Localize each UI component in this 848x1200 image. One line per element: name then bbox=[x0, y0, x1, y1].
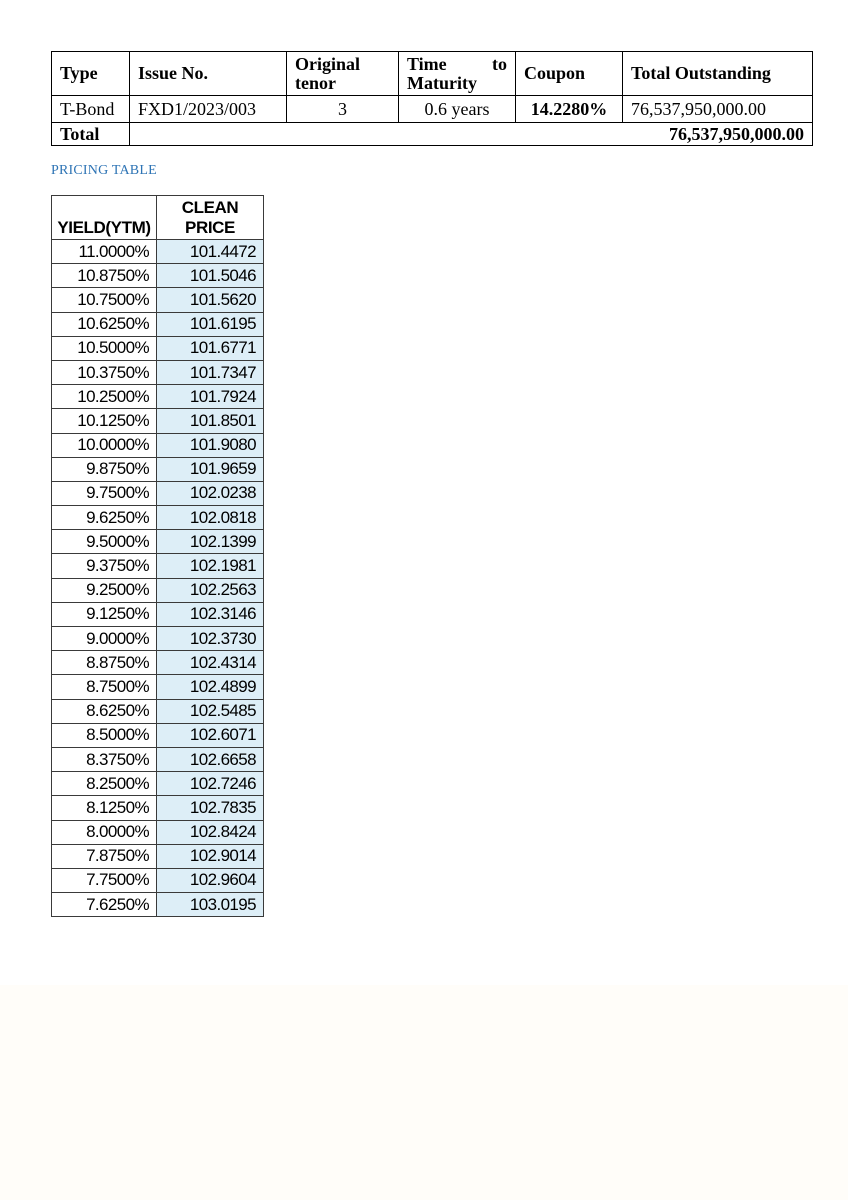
pricing-row bbox=[52, 578, 264, 602]
pricing-row bbox=[52, 602, 264, 626]
pricing-row bbox=[52, 312, 264, 336]
clean-price-cell: 101.4472 bbox=[157, 240, 264, 264]
bond-summary-table bbox=[51, 51, 813, 146]
header-type: Type bbox=[52, 52, 130, 96]
clean-price-cell: 102.5485 bbox=[157, 699, 264, 723]
yield-cell: 8.8750% bbox=[52, 651, 157, 675]
pricing-row bbox=[52, 554, 264, 578]
yield-cell: 9.8750% bbox=[52, 457, 157, 481]
pricing-row bbox=[52, 409, 264, 433]
cell-original-tenor: 3 bbox=[287, 96, 399, 123]
yield-cell: 8.7500% bbox=[52, 675, 157, 699]
cell-total-outstanding: 76,537,950,000.00 bbox=[623, 96, 813, 123]
pricing-row bbox=[52, 336, 264, 360]
clean-price-cell: 102.9604 bbox=[157, 868, 264, 892]
clean-price-cell: 101.7924 bbox=[157, 385, 264, 409]
clean-price-cell: 101.6771 bbox=[157, 336, 264, 360]
header-issue-no: Issue No. bbox=[130, 52, 287, 96]
cell-coupon: 14.2280% bbox=[516, 96, 623, 123]
clean-price-cell: 102.0818 bbox=[157, 506, 264, 530]
yield-cell: 10.8750% bbox=[52, 264, 157, 288]
header-clean-price-line1: CLEAN bbox=[181, 198, 239, 217]
clean-price-cell: 102.2563 bbox=[157, 578, 264, 602]
pricing-row bbox=[52, 433, 264, 457]
yield-cell: 10.5000% bbox=[52, 336, 157, 360]
clean-price-cell: 102.7246 bbox=[157, 772, 264, 796]
pricing-row bbox=[52, 457, 264, 481]
yield-cell: 10.2500% bbox=[52, 385, 157, 409]
summary-header-row bbox=[52, 52, 813, 96]
yield-cell: 7.7500% bbox=[52, 868, 157, 892]
yield-cell: 9.1250% bbox=[52, 602, 157, 626]
clean-price-cell: 102.3730 bbox=[157, 627, 264, 651]
yield-cell: 8.0000% bbox=[52, 820, 157, 844]
pricing-row bbox=[52, 699, 264, 723]
header-time-to-maturity-line2: Maturity bbox=[407, 72, 477, 93]
pricing-table bbox=[51, 195, 264, 917]
clean-price-cell: 102.1981 bbox=[157, 554, 264, 578]
header-yield-ytm: YIELD(YTM) bbox=[52, 196, 157, 240]
header-clean-price-line2: PRICE bbox=[185, 218, 235, 237]
yield-cell: 11.0000% bbox=[52, 240, 157, 264]
clean-price-cell: 102.4899 bbox=[157, 675, 264, 699]
header-time-to-maturity bbox=[399, 52, 516, 96]
pricing-row bbox=[52, 651, 264, 675]
clean-price-cell: 102.9014 bbox=[157, 844, 264, 868]
header-total-outstanding: Total Outstanding bbox=[623, 52, 813, 96]
header-original-tenor-line2: tenor bbox=[295, 72, 336, 93]
pricing-row bbox=[52, 530, 264, 554]
pricing-row bbox=[52, 868, 264, 892]
pricing-row bbox=[52, 240, 264, 264]
yield-cell: 9.6250% bbox=[52, 506, 157, 530]
clean-price-cell: 102.6658 bbox=[157, 747, 264, 771]
yield-cell: 9.7500% bbox=[52, 481, 157, 505]
yield-cell: 10.1250% bbox=[52, 409, 157, 433]
yield-cell: 8.1250% bbox=[52, 796, 157, 820]
page-background-tint bbox=[0, 985, 848, 1200]
pricing-row bbox=[52, 723, 264, 747]
header-original-tenor bbox=[287, 52, 399, 96]
clean-price-cell: 101.5620 bbox=[157, 288, 264, 312]
pricing-row bbox=[52, 506, 264, 530]
yield-cell: 10.7500% bbox=[52, 288, 157, 312]
header-ttm-word-time: Time bbox=[407, 53, 447, 74]
pricing-row bbox=[52, 360, 264, 384]
clean-price-cell: 101.9659 bbox=[157, 457, 264, 481]
yield-cell: 9.2500% bbox=[52, 578, 157, 602]
yield-cell: 9.3750% bbox=[52, 554, 157, 578]
yield-cell: 10.3750% bbox=[52, 360, 157, 384]
clean-price-cell: 101.9080 bbox=[157, 433, 264, 457]
clean-price-cell: 103.0195 bbox=[157, 893, 264, 917]
pricing-table-body bbox=[52, 240, 264, 917]
clean-price-cell: 102.0238 bbox=[157, 481, 264, 505]
pricing-row bbox=[52, 627, 264, 651]
yield-cell: 8.5000% bbox=[52, 723, 157, 747]
clean-price-cell: 102.4314 bbox=[157, 651, 264, 675]
yield-cell: 9.5000% bbox=[52, 530, 157, 554]
clean-price-cell: 102.6071 bbox=[157, 723, 264, 747]
pricing-row bbox=[52, 747, 264, 771]
yield-cell: 10.0000% bbox=[52, 433, 157, 457]
clean-price-cell: 102.7835 bbox=[157, 796, 264, 820]
pricing-row bbox=[52, 288, 264, 312]
yield-cell: 8.6250% bbox=[52, 699, 157, 723]
pricing-row bbox=[52, 675, 264, 699]
yield-cell: 10.6250% bbox=[52, 312, 157, 336]
clean-price-cell: 101.6195 bbox=[157, 312, 264, 336]
clean-price-cell: 102.1399 bbox=[157, 530, 264, 554]
yield-cell: 7.6250% bbox=[52, 893, 157, 917]
pricing-row bbox=[52, 796, 264, 820]
pricing-row bbox=[52, 772, 264, 796]
total-value: 76,537,950,000.00 bbox=[130, 123, 813, 146]
yield-cell: 9.0000% bbox=[52, 627, 157, 651]
header-original-tenor-line1: Original bbox=[295, 53, 361, 74]
header-ttm-word-to: to bbox=[492, 53, 507, 74]
clean-price-cell: 102.3146 bbox=[157, 602, 264, 626]
clean-price-cell: 101.5046 bbox=[157, 264, 264, 288]
pricing-row bbox=[52, 893, 264, 917]
cell-type: T-Bond bbox=[52, 96, 130, 123]
pricing-row bbox=[52, 844, 264, 868]
pricing-header-row bbox=[52, 196, 264, 240]
header-time-to-maturity-line1 bbox=[407, 55, 507, 74]
summary-total-row bbox=[52, 123, 813, 146]
pricing-table-title: PRICING TABLE bbox=[51, 163, 157, 178]
pricing-row bbox=[52, 264, 264, 288]
yield-cell: 7.8750% bbox=[52, 844, 157, 868]
yield-cell: 8.2500% bbox=[52, 772, 157, 796]
clean-price-cell: 102.8424 bbox=[157, 820, 264, 844]
header-coupon: Coupon bbox=[516, 52, 623, 96]
clean-price-cell: 101.8501 bbox=[157, 409, 264, 433]
summary-data-row bbox=[52, 96, 813, 123]
pricing-row bbox=[52, 385, 264, 409]
total-label: Total bbox=[52, 123, 130, 146]
clean-price-cell: 101.7347 bbox=[157, 360, 264, 384]
cell-issue-no: FXD1/2023/003 bbox=[130, 96, 287, 123]
pricing-row bbox=[52, 820, 264, 844]
header-clean-price bbox=[157, 196, 264, 240]
cell-time-to-maturity: 0.6 years bbox=[399, 96, 516, 123]
pricing-row bbox=[52, 481, 264, 505]
yield-cell: 8.3750% bbox=[52, 747, 157, 771]
